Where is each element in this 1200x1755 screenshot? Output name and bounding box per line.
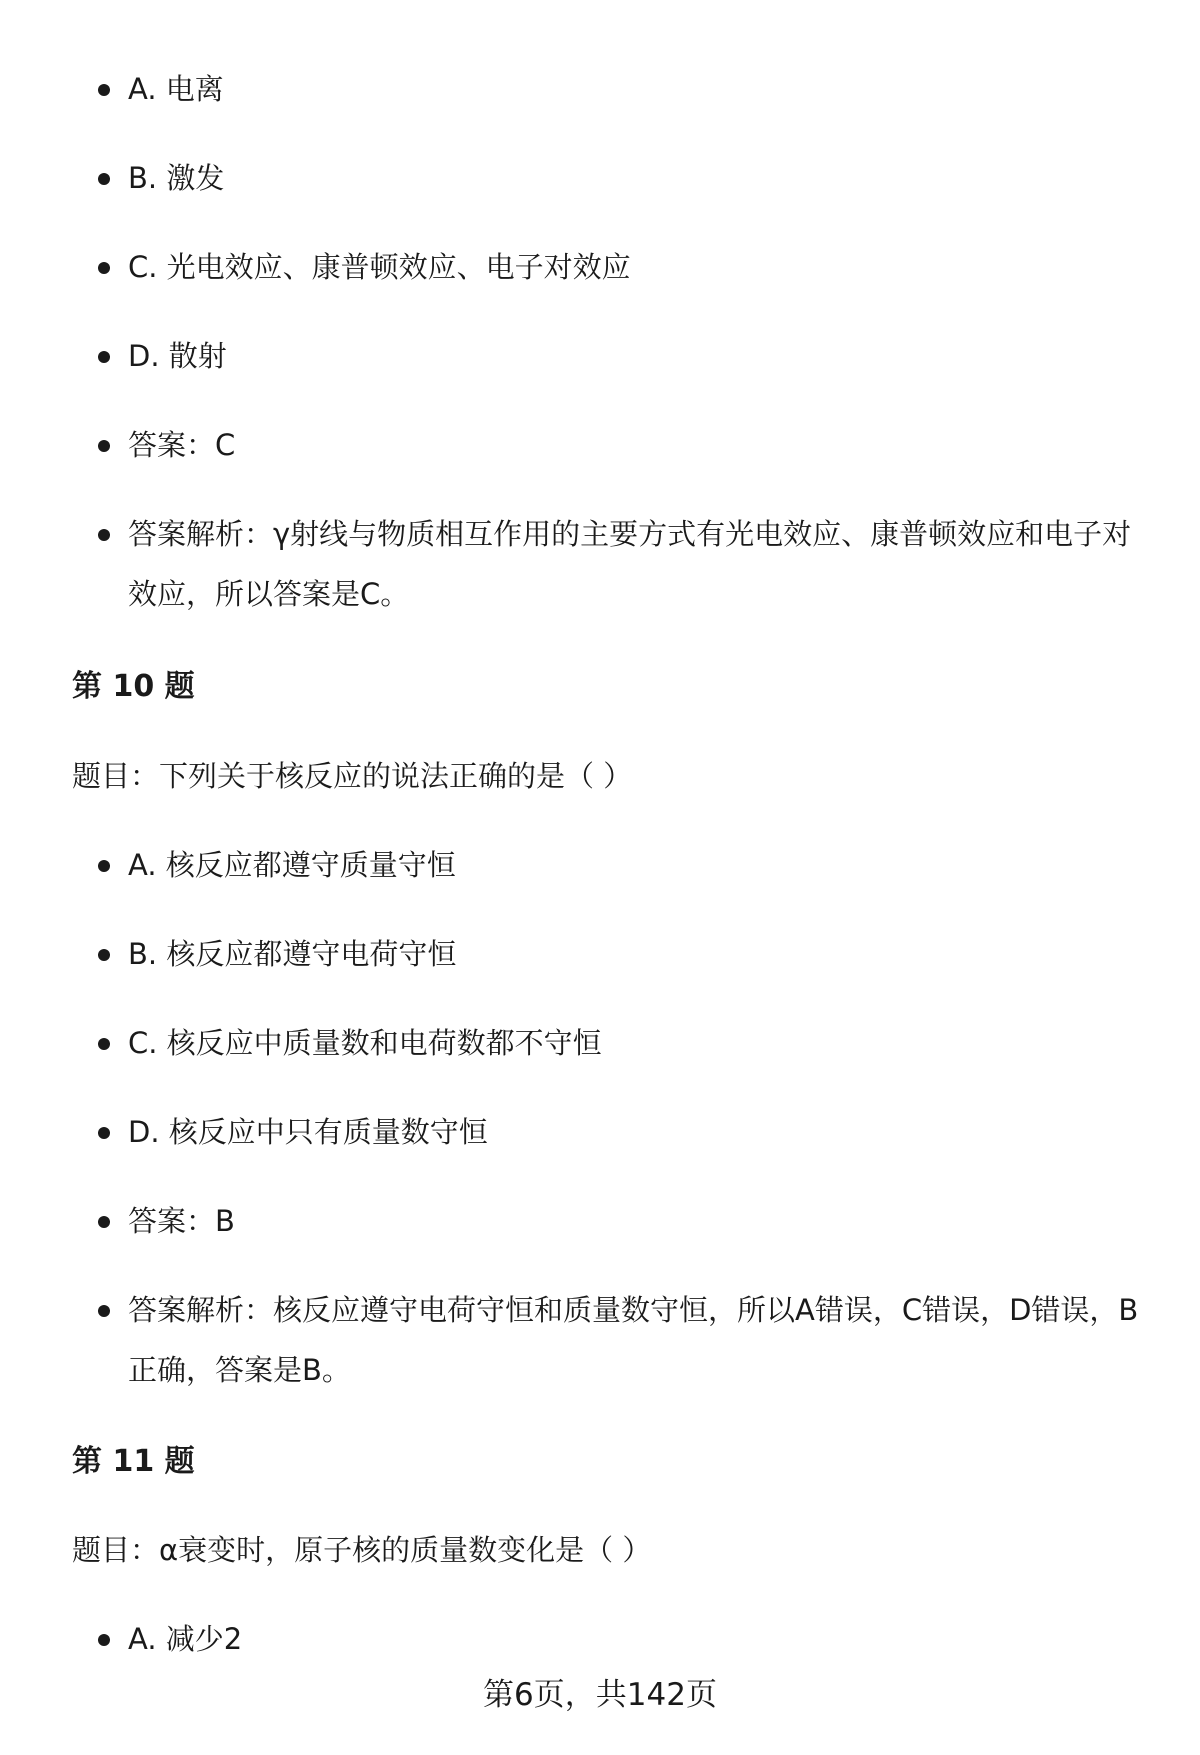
option-b [0,924,1200,984]
page-number-footer: 第6页，共142页 [483,1677,717,1713]
bullet-icon [98,173,110,185]
explanation-text: 答案解析：核反应遵守电荷守恒和质量数守恒，所以A错误，C错误，D错误，B正确，答案是B。 [128,1293,1139,1387]
option-text: A. 核反应都遵守质量守恒 [128,848,456,882]
question-9-continuation [0,59,1200,624]
question-stem: 题目：α衰变时，原子核的质量数变化是（ ） [72,1533,652,1567]
bullet-icon [98,1038,110,1050]
question-11-options [0,1609,1200,1669]
option-text: B. 激发 [128,161,225,195]
answer-text: 答案：C [128,428,236,462]
question-11-stem-block [0,1520,1200,1580]
option-text: A. 电离 [128,72,224,106]
option-text: D. 散射 [128,339,227,373]
option-text: C. 核反应中质量数和电荷数都不守恒 [128,1026,602,1060]
bullet-icon [98,351,110,363]
option-c [0,1013,1200,1073]
option-text: C. 光电效应、康普顿效应、电子对效应 [128,250,631,284]
bullet-icon [98,440,110,452]
question-heading: 第 10 题 [72,669,195,704]
bullet-icon [98,949,110,961]
option-a [0,59,1200,119]
option-d [0,1102,1200,1162]
bullet-icon [98,860,110,872]
answer-line [0,1191,1200,1251]
question-9-options [0,59,1200,624]
option-a [0,1609,1200,1669]
question-10-options [0,835,1200,1400]
question-stem: 题目：下列关于核反应的说法正确的是（ ） [72,759,633,793]
explanation-line [0,1280,1200,1400]
bullet-icon [98,529,110,541]
bullet-icon [98,1127,110,1139]
bullet-icon [98,1305,110,1317]
option-c [0,237,1200,297]
bullet-icon [98,1634,110,1646]
bullet-icon [98,262,110,274]
answer-line [0,415,1200,475]
option-text: A. 减少2 [128,1622,243,1656]
option-d [0,326,1200,386]
question-11 [0,1432,1200,1492]
answer-text: 答案：B [128,1204,235,1238]
option-text: D. 核反应中只有质量数守恒 [128,1115,488,1149]
option-text: B. 核反应都遵守电荷守恒 [128,937,457,971]
option-a [0,835,1200,895]
bullet-icon [98,1216,110,1228]
question-10-body [0,835,1200,1400]
option-b [0,148,1200,208]
bullet-icon [98,84,110,96]
explanation-line [0,504,1200,624]
question-10 [0,657,1200,717]
question-11-body [0,1609,1200,1669]
question-heading: 第 11 题 [72,1444,195,1479]
explanation-text: 答案解析：γ射线与物质相互作用的主要方式有光电效应、康普顿效应和电子对效应，所以答案是C。 [128,517,1132,611]
question-10-stem-block [0,746,1200,806]
